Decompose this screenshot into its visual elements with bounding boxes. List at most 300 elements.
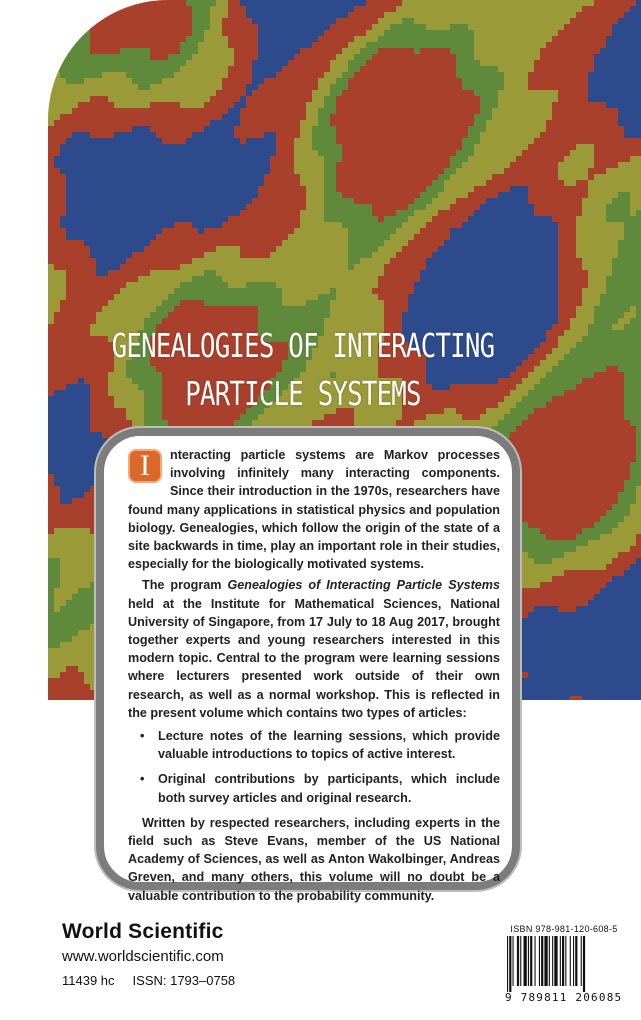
mosaic-cell xyxy=(408,228,414,234)
mosaic-cell xyxy=(306,246,312,252)
mosaic-cell xyxy=(168,60,174,66)
mosaic-cell xyxy=(384,54,390,60)
mosaic-cell xyxy=(60,204,66,210)
mosaic-cell xyxy=(354,294,360,300)
mosaic-cell xyxy=(396,138,402,144)
mosaic-cell xyxy=(282,204,288,210)
mosaic-cell xyxy=(540,12,546,18)
mosaic-cell xyxy=(504,0,510,6)
mosaic-cell xyxy=(330,162,336,168)
mosaic-cell xyxy=(270,72,276,78)
mosaic-cell xyxy=(78,114,84,120)
mosaic-cell xyxy=(438,216,444,222)
mosaic-cell xyxy=(414,108,420,114)
mosaic-cell xyxy=(600,120,606,126)
mosaic-cell xyxy=(222,264,228,270)
mosaic-cell xyxy=(210,150,216,156)
mosaic-cell xyxy=(516,144,522,150)
mosaic-cell xyxy=(408,66,414,72)
mosaic-cell xyxy=(618,258,624,264)
mosaic-cell xyxy=(402,102,408,108)
mosaic-cell xyxy=(252,192,258,198)
mosaic-cell xyxy=(630,18,636,24)
mosaic-cell xyxy=(348,78,354,84)
mosaic-cell xyxy=(600,90,606,96)
mosaic-cell xyxy=(114,228,120,234)
mosaic-cell xyxy=(450,162,456,168)
mosaic-cell xyxy=(432,294,438,300)
mosaic-cell xyxy=(546,282,552,288)
mosaic-cell xyxy=(318,168,324,174)
mosaic-cell xyxy=(114,258,120,264)
mosaic-cell xyxy=(564,222,570,228)
mosaic-cell xyxy=(228,222,234,228)
mosaic-cell xyxy=(174,60,180,66)
mosaic-cell xyxy=(330,18,336,24)
mosaic-cell xyxy=(570,72,576,78)
mosaic-cell xyxy=(402,114,408,120)
mosaic-cell xyxy=(618,138,624,144)
mosaic-cell xyxy=(180,240,186,246)
mosaic-cell xyxy=(78,42,84,48)
mosaic-cell xyxy=(192,90,198,96)
mosaic-cell xyxy=(246,138,252,144)
mosaic-cell xyxy=(246,6,252,12)
mosaic-cell xyxy=(528,114,534,120)
mosaic-cell xyxy=(510,54,516,60)
mosaic-cell xyxy=(390,6,396,12)
mosaic-cell xyxy=(120,198,126,204)
mosaic-cell xyxy=(276,78,282,84)
mosaic-cell xyxy=(438,246,444,252)
mosaic-cell xyxy=(570,36,576,42)
mosaic-cell xyxy=(384,258,390,264)
mosaic-cell xyxy=(450,30,456,36)
mosaic-cell xyxy=(198,12,204,18)
mosaic-cell xyxy=(246,252,252,258)
mosaic-cell xyxy=(432,60,438,66)
mosaic-cell xyxy=(312,24,318,30)
mosaic-cell xyxy=(162,120,168,126)
mosaic-cell xyxy=(144,192,150,198)
mosaic-cell xyxy=(366,84,372,90)
mosaic-cell xyxy=(450,234,456,240)
mosaic-cell xyxy=(54,294,60,300)
mosaic-cell xyxy=(48,84,54,90)
mosaic-cell xyxy=(636,264,641,270)
mosaic-cell xyxy=(330,156,336,162)
mosaic-cell xyxy=(84,138,90,144)
mosaic-cell xyxy=(216,204,222,210)
mosaic-cell xyxy=(288,42,294,48)
mosaic-cell xyxy=(528,132,534,138)
mosaic-cell xyxy=(294,234,300,240)
mosaic-cell xyxy=(216,144,222,150)
mosaic-cell xyxy=(198,36,204,42)
mosaic-cell xyxy=(300,282,306,288)
mosaic-cell xyxy=(558,12,564,18)
mosaic-cell xyxy=(228,210,234,216)
mosaic-cell xyxy=(60,246,66,252)
mosaic-cell xyxy=(534,132,540,138)
mosaic-cell xyxy=(246,72,252,78)
mosaic-cell xyxy=(234,120,240,126)
mosaic-cell xyxy=(102,240,108,246)
mosaic-cell xyxy=(558,216,564,222)
mosaic-cell xyxy=(630,234,636,240)
mosaic-cell xyxy=(288,246,294,252)
mosaic-cell xyxy=(72,60,78,66)
mosaic-cell xyxy=(180,264,186,270)
mosaic-cell xyxy=(378,108,384,114)
mosaic-cell xyxy=(96,78,102,84)
mosaic-cell xyxy=(396,234,402,240)
mosaic-cell xyxy=(624,168,630,174)
mosaic-cell xyxy=(372,84,378,90)
mosaic-cell xyxy=(396,18,402,24)
mosaic-cell xyxy=(348,84,354,90)
mosaic-cell xyxy=(522,138,528,144)
mosaic-cell xyxy=(132,24,138,30)
mosaic-cell xyxy=(138,12,144,18)
mosaic-cell xyxy=(90,6,96,12)
mosaic-cell xyxy=(78,126,84,132)
mosaic-cell xyxy=(60,66,66,72)
mosaic-cell xyxy=(162,270,168,276)
mosaic-cell xyxy=(330,150,336,156)
mosaic-cell xyxy=(522,108,528,114)
mosaic-cell xyxy=(630,270,636,276)
mosaic-cell xyxy=(390,0,396,6)
mosaic-cell xyxy=(594,198,600,204)
mosaic-cell xyxy=(576,30,582,36)
mosaic-cell xyxy=(60,222,66,228)
mosaic-cell xyxy=(54,60,60,66)
mosaic-cell xyxy=(246,204,252,210)
mosaic-cell xyxy=(108,96,114,102)
mosaic-cell xyxy=(114,120,120,126)
mosaic-cell xyxy=(282,156,288,162)
mosaic-cell xyxy=(402,288,408,294)
mosaic-cell xyxy=(528,246,534,252)
mosaic-cell xyxy=(240,156,246,162)
mosaic-cell xyxy=(630,66,636,72)
mosaic-cell xyxy=(318,156,324,162)
mosaic-cell xyxy=(618,270,624,276)
mosaic-cell xyxy=(150,252,156,258)
mosaic-cell xyxy=(246,198,252,204)
mosaic-cell xyxy=(438,210,444,216)
mosaic-cell xyxy=(258,48,264,54)
mosaic-cell xyxy=(222,168,228,174)
mosaic-cell xyxy=(144,0,150,6)
mosaic-cell xyxy=(102,180,108,186)
mosaic-cell xyxy=(504,222,510,228)
mosaic-cell xyxy=(576,240,582,246)
mosaic-cell xyxy=(186,192,192,198)
mosaic-cell xyxy=(168,198,174,204)
mosaic-cell xyxy=(324,282,330,288)
mosaic-cell xyxy=(456,162,462,168)
mosaic-cell xyxy=(264,162,270,168)
mosaic-cell xyxy=(636,90,641,96)
mosaic-cell xyxy=(210,42,216,48)
mosaic-cell xyxy=(498,282,504,288)
mosaic-cell xyxy=(630,198,636,204)
mosaic-cell xyxy=(150,156,156,162)
mosaic-cell xyxy=(396,288,402,294)
mosaic-cell xyxy=(354,234,360,240)
mosaic-cell xyxy=(570,168,576,174)
mosaic-cell xyxy=(360,150,366,156)
mosaic-cell xyxy=(564,294,570,300)
mosaic-cell xyxy=(576,204,582,210)
mosaic-cell xyxy=(300,240,306,246)
mosaic-cell xyxy=(564,276,570,282)
mosaic-cell xyxy=(630,294,636,300)
mosaic-cell xyxy=(228,228,234,234)
mosaic-cell xyxy=(102,222,108,228)
mosaic-cell xyxy=(372,48,378,54)
mosaic-cell xyxy=(282,264,288,270)
mosaic-cell xyxy=(402,84,408,90)
mosaic-cell xyxy=(486,186,492,192)
mosaic-cell xyxy=(150,150,156,156)
mosaic-cell xyxy=(348,120,354,126)
mosaic-cell xyxy=(564,210,570,216)
mosaic-cell xyxy=(72,294,78,300)
mosaic-cell xyxy=(534,150,540,156)
mosaic-cell xyxy=(492,72,498,78)
mosaic-cell xyxy=(144,66,150,72)
mosaic-cell xyxy=(552,294,558,300)
mosaic-cell xyxy=(588,162,594,168)
mosaic-cell xyxy=(372,12,378,18)
mosaic-cell xyxy=(240,294,246,300)
mosaic-cell xyxy=(228,288,234,294)
mosaic-cell xyxy=(162,6,168,12)
mosaic-cell xyxy=(78,258,84,264)
mosaic-cell xyxy=(486,216,492,222)
mosaic-cell xyxy=(504,60,510,66)
mosaic-cell xyxy=(66,198,72,204)
mosaic-cell xyxy=(498,30,504,36)
mosaic-cell xyxy=(48,42,54,48)
mosaic-cell xyxy=(522,144,528,150)
mosaic-cell xyxy=(300,162,306,168)
mosaic-cell xyxy=(384,228,390,234)
mosaic-cell xyxy=(150,234,156,240)
mosaic-cell xyxy=(66,138,72,144)
mosaic-cell xyxy=(444,186,450,192)
mosaic-cell xyxy=(498,114,504,120)
mosaic-cell xyxy=(222,180,228,186)
mosaic-cell xyxy=(66,48,72,54)
mosaic-cell xyxy=(606,24,612,30)
mosaic-cell xyxy=(72,54,78,60)
mosaic-cell xyxy=(522,216,528,222)
mosaic-cell xyxy=(216,222,222,228)
mosaic-cell xyxy=(306,204,312,210)
mosaic-cell xyxy=(48,126,54,132)
mosaic-cell xyxy=(252,228,258,234)
mosaic-cell xyxy=(516,48,522,54)
mosaic-cell xyxy=(114,24,120,30)
mosaic-cell xyxy=(324,12,330,18)
mosaic-cell xyxy=(372,180,378,186)
mosaic-cell xyxy=(144,270,150,276)
mosaic-cell xyxy=(534,288,540,294)
mosaic-cell xyxy=(168,228,174,234)
mosaic-cell xyxy=(300,300,306,306)
mosaic-cell xyxy=(486,222,492,228)
mosaic-cell xyxy=(312,18,318,24)
mosaic-cell xyxy=(570,42,576,48)
mosaic-cell xyxy=(48,18,54,24)
mosaic-cell xyxy=(618,24,624,30)
mosaic-cell xyxy=(570,270,576,276)
mosaic-cell xyxy=(60,282,66,288)
mosaic-cell xyxy=(384,90,390,96)
mosaic-cell xyxy=(474,156,480,162)
mosaic-cell xyxy=(324,144,330,150)
mosaic-cell xyxy=(270,132,276,138)
mosaic-cell xyxy=(252,120,258,126)
mosaic-cell xyxy=(390,120,396,126)
mosaic-cell xyxy=(294,186,300,192)
mosaic-cell xyxy=(450,84,456,90)
mosaic-cell xyxy=(612,24,618,30)
mosaic-cell xyxy=(420,18,426,24)
mosaic-cell xyxy=(498,276,504,282)
mosaic-cell xyxy=(426,90,432,96)
mosaic-cell xyxy=(558,288,564,294)
mosaic-cell xyxy=(144,6,150,12)
mosaic-cell xyxy=(492,276,498,282)
mosaic-cell xyxy=(198,156,204,162)
mosaic-cell xyxy=(312,66,318,72)
mosaic-cell xyxy=(348,222,354,228)
mosaic-cell xyxy=(360,156,366,162)
mosaic-cell xyxy=(240,30,246,36)
mosaic-cell xyxy=(378,0,384,6)
mosaic-cell xyxy=(588,294,594,300)
mosaic-cell xyxy=(564,264,570,270)
mosaic-cell xyxy=(168,132,174,138)
mosaic-cell xyxy=(456,222,462,228)
mosaic-cell xyxy=(342,96,348,102)
mosaic-cell xyxy=(66,258,72,264)
mosaic-cell xyxy=(456,120,462,126)
mosaic-cell xyxy=(288,252,294,258)
mosaic-cell xyxy=(258,276,264,282)
mosaic-cell xyxy=(162,228,168,234)
mosaic-cell xyxy=(588,24,594,30)
mosaic-cell xyxy=(252,30,258,36)
mosaic-cell xyxy=(96,90,102,96)
mosaic-cell xyxy=(276,180,282,186)
mosaic-cell xyxy=(258,156,264,162)
mosaic-cell xyxy=(462,60,468,66)
mosaic-cell xyxy=(234,252,240,258)
mosaic-cell xyxy=(138,66,144,72)
mosaic-cell xyxy=(402,186,408,192)
mosaic-cell xyxy=(612,156,618,162)
mosaic-cell xyxy=(546,24,552,30)
mosaic-cell xyxy=(252,216,258,222)
mosaic-cell xyxy=(444,264,450,270)
mosaic-cell xyxy=(618,186,624,192)
mosaic-cell xyxy=(330,48,336,54)
mosaic-cell xyxy=(222,60,228,66)
mosaic-cell xyxy=(618,12,624,18)
mosaic-cell xyxy=(390,150,396,156)
mosaic-cell xyxy=(636,258,641,264)
mosaic-cell xyxy=(324,96,330,102)
mosaic-cell xyxy=(582,162,588,168)
mosaic-cell xyxy=(618,276,624,282)
mosaic-cell xyxy=(168,78,174,84)
mosaic-cell xyxy=(252,48,258,54)
mosaic-cell xyxy=(366,234,372,240)
mosaic-cell xyxy=(624,288,630,294)
mosaic-cell xyxy=(270,102,276,108)
mosaic-cell xyxy=(576,198,582,204)
mosaic-cell xyxy=(522,234,528,240)
mosaic-cell xyxy=(156,150,162,156)
mosaic-cell xyxy=(96,60,102,66)
mosaic-cell xyxy=(198,66,204,72)
mosaic-cell xyxy=(528,78,534,84)
mosaic-cell xyxy=(198,174,204,180)
mosaic-cell xyxy=(516,132,522,138)
mosaic-cell xyxy=(84,0,90,6)
mosaic-cell xyxy=(180,0,186,6)
mosaic-cell xyxy=(78,54,84,60)
mosaic-cell xyxy=(402,78,408,84)
mosaic-cell xyxy=(282,102,288,108)
mosaic-cell xyxy=(420,96,426,102)
mosaic-cell xyxy=(390,60,396,66)
mosaic-cell xyxy=(570,192,576,198)
mosaic-cell xyxy=(564,24,570,30)
mosaic-cell xyxy=(186,96,192,102)
mosaic-cell xyxy=(462,216,468,222)
mosaic-cell xyxy=(546,84,552,90)
mosaic-cell xyxy=(288,294,294,300)
mosaic-cell xyxy=(438,228,444,234)
mosaic-cell xyxy=(114,210,120,216)
mosaic-cell xyxy=(318,186,324,192)
mosaic-cell xyxy=(486,30,492,36)
mosaic-cell xyxy=(498,180,504,186)
mosaic-cell xyxy=(468,90,474,96)
mosaic-cell xyxy=(342,240,348,246)
mosaic-cell xyxy=(300,252,306,258)
mosaic-cell xyxy=(636,234,641,240)
mosaic-cell xyxy=(210,54,216,60)
mosaic-cell xyxy=(432,138,438,144)
mosaic-cell xyxy=(420,72,426,78)
mosaic-cell xyxy=(72,174,78,180)
mosaic-cell xyxy=(570,60,576,66)
mosaic-cell xyxy=(222,270,228,276)
mosaic-cell xyxy=(444,156,450,162)
mosaic-cell xyxy=(216,6,222,12)
mosaic-cell xyxy=(162,0,168,6)
mosaic-cell xyxy=(90,276,96,282)
mosaic-cell xyxy=(450,156,456,162)
